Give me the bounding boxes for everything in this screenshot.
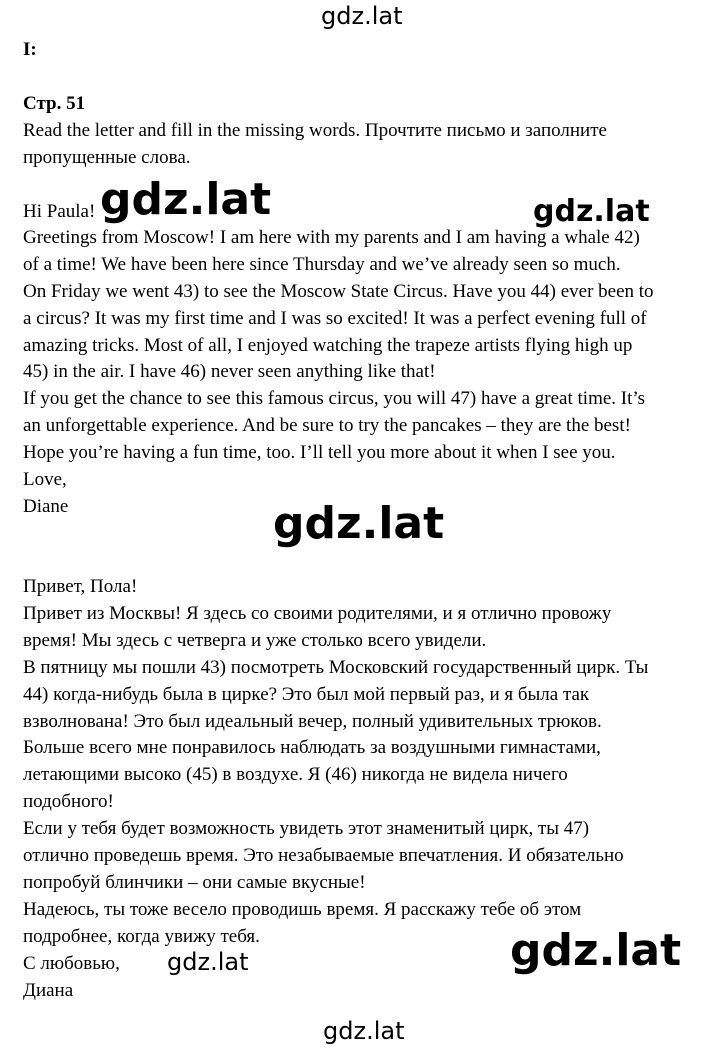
watermark-middle: gdz.lat (273, 498, 445, 549)
letter-ru-line: подобного! (23, 791, 114, 812)
section-label: I: (23, 39, 37, 60)
letter-ru-line: Надеюсь, ты тоже весело проводишь время. Я расскажу тебе об этом (23, 899, 582, 920)
watermark-top: gdz.lat (321, 2, 403, 30)
letter-ru-line: отлично проведешь время. Это незабываемые впечатления. И обязательно (23, 845, 624, 866)
instruction-line: пропущенные слова. (23, 147, 191, 168)
watermark-bottom-small: gdz.lat (167, 948, 249, 976)
letter-en-line: amazing tricks. Most of all, I enjoyed watching the trapeze artists flying high up (23, 335, 633, 356)
page-reference: Стр. 51 (23, 93, 86, 114)
letter-ru-line: С любовью, (23, 953, 120, 974)
letter-ru-line: Привет из Москвы! Я здесь со своими родителями, и я отлично провожу (23, 603, 612, 624)
watermark-hi-big: gdz.lat (100, 174, 272, 225)
letter-en-line: Hi Paula! (23, 201, 96, 222)
letter-en-line: If you get the chance to see this famous circus, you will 47) have a great time. It’s (23, 388, 646, 409)
letter-ru-line: время! Мы здесь с четверга и уже столько всего увидели. (23, 630, 487, 651)
letter-ru-line: Привет, Пола! (23, 576, 138, 597)
letter-en-line: Hope you’re having a fun time, too. I’ll tell you more about it when I see you. (23, 442, 616, 463)
instruction-line: Read the letter and fill in the missing words. Прочтите письмо и заполните (23, 120, 607, 141)
watermark-hi-right: gdz.lat (533, 194, 650, 229)
letter-ru-line: 44) когда-нибудь была в цирке? Это был мой первый раз, и я была так (23, 684, 590, 705)
letter-ru-line: В пятницу мы пошли 43) посмотреть Московский государственный цирк. Ты (23, 657, 649, 678)
letter-en-line: Greetings from Moscow! I am here with my parents and I am having a whale 42) (23, 227, 640, 248)
letter-en-line: 45) in the air. I have 46) never seen anything like that! (23, 361, 436, 382)
letter-ru-line: взволнована! Это был идеальный вечер, полный удивительных трюков. (23, 711, 602, 732)
letter-ru-line: подробнее, когда увижу тебя. (23, 926, 260, 947)
letter-ru-line: Если у тебя будет возможность увидеть этот знаменитый цирк, ты 47) (23, 818, 590, 839)
letter-en-line: Love, (23, 469, 67, 490)
letter-en-line: of a time! We have been here since Thursday and we’ve already seen so much. (23, 254, 621, 275)
letter-ru-line: попробуй блинчики – они самые вкусные! (23, 872, 366, 893)
letter-ru-line: летающими высоко (45) в воздухе. Я (46) никогда не видела ничего (23, 764, 568, 785)
letter-en-line: On Friday we went 43) to see the Moscow State Circus. Have you 44) ever been to (23, 281, 654, 302)
watermark-bottom-big: gdz.lat (510, 925, 682, 976)
letter-ru-line: Диана (23, 980, 74, 1001)
letter-ru-line: Больше всего мне понравилось наблюдать за воздушными гимнастами, (23, 737, 601, 758)
letter-en-line: a circus? It was my first time and I was so excited! It was a perfect evening full of (23, 308, 647, 329)
letter-en-line: Diane (23, 496, 69, 517)
letter-en-line: an unforgettable experience. And be sure to try the pancakes – they are the best! (23, 415, 631, 436)
watermark-footer: gdz.lat (323, 1017, 405, 1045)
